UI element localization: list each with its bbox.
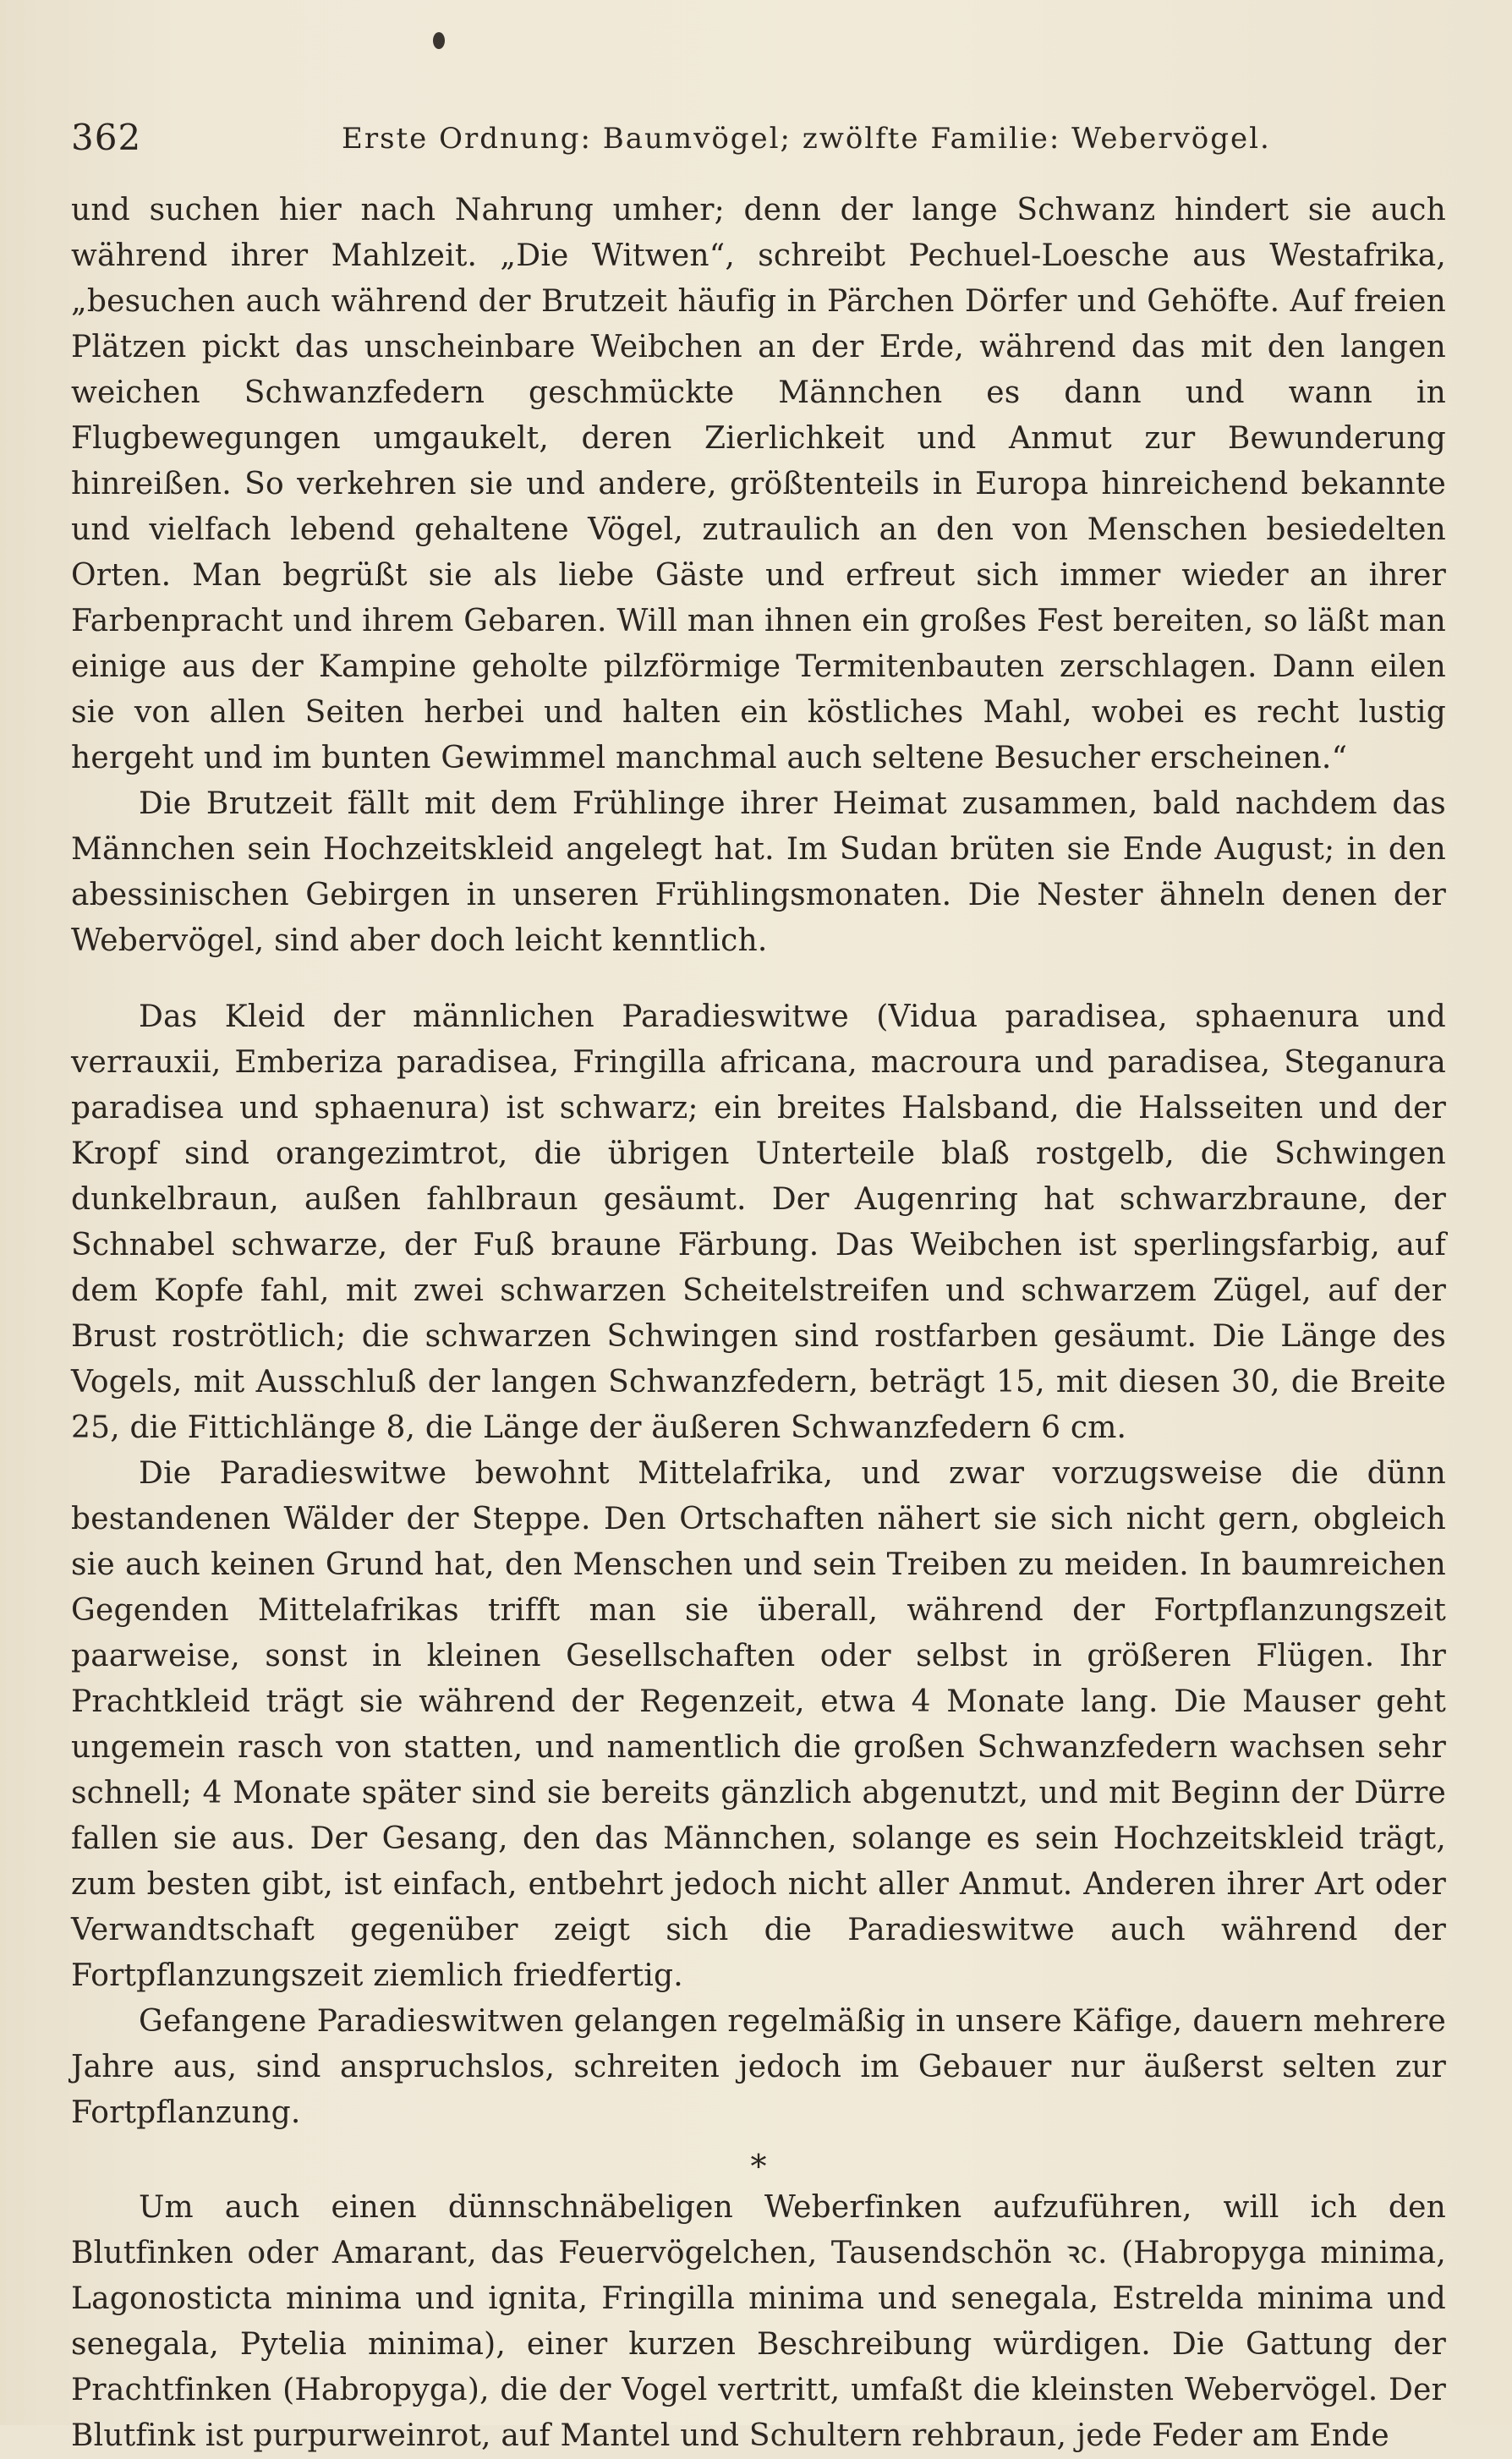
paragraph-captivity: Gefangene Paradieswitwen gelangen regelmäßig in unsere Käfige, dauern mehrere Jahre aus, sind anspruchslos, schreiten jedoch im Gebauer nur äußerst selten zur Fortpflanzung. (71, 2004, 1446, 2130)
paragraph-habitat: Die Paradieswitwe bewohnt Mittelafrika, und zwar vorzugsweise die dünn bestandenen Wälder der Steppe. Den Ortschaften nähert sie sich nicht gern, obgleich sie auch keinen Grund hat, den Menschen und sein Treiben zu meiden. In baumreichen Gegenden Mittelafrikas trifft man sie überall, während der Fortpflanzungszeit paarweise, sonst in kleinen Gesellschaften oder selbst in größeren Flügen. Ihr Prachtkleid trägt sie während der Regenzeit, etwa 4 Monate lang. Die Mauser geht ungemein rasch von statten, und namentlich die großen Schwanzfedern wachsen sehr schnell; 4 Monate später sind sie bereits gänzlich abgenutzt, und mit Beginn der Dürre fallen sie aus. Der Gesang, den das Männchen, solange es sein Hochzeitskleid trägt, zum besten gibt, ist einfach, entbehrt jedoch nicht aller Anmut. Anderen ihrer Art oder Verwandtschaft gegenüber zeigt sich die Paradieswitwe auch während der Fortpflanzungszeit ziemlich friedfertig. (71, 1456, 1446, 1993)
running-head: Erste Ordnung: Baumvögel; zwölfte Familie: Webervögel. (342, 122, 1271, 156)
page-body (71, 188, 1446, 2459)
paragraph-blutfink: Um auch einen dünnschnäbeligen Weberfinken aufzuführen, will ich den Blutfinken oder Amarant, das Feuervögelchen, Tausendschön ꝛc. (Habropyga minima, Lagonosticta minima und ignita, Fringilla minima und senegala, Estrelda minima und senegala, Pytelia minima), einer kurzen Beschreibung würdigen. Die Gattung der Prachtfinken (Habropyga), die der Vogel vertritt, umfaßt die kleinsten Webervögel. Der Blutfink ist purpurweinrot, auf Mantel und Schultern rehbraun, jede Feder am Ende (71, 2190, 1446, 2453)
paragraph-plumage: Das Kleid der männlichen Paradieswitwe (Vidua paradisea, sphaenura und verrauxii, Emberiza paradisea, Fringilla africana, macroura und paradisea, Steganura paradisea und sphaenura) ist schwarz; ein breites Halsband, die Halsseiten und der Kropf sind orangezimtrot, die übrigen Unterteile blaß rostgelb, die Schwingen dunkelbraun, außen fahlbraun gesäumt. Der Augenring hat schwarzbraune, der Schnabel schwarze, der Fuß braune Färbung. Das Weibchen ist sperlingsfarbig, auf dem Kopfe fahl, mit zwei schwarzen Scheitelstreifen und schwarzem Zügel, auf der Brust roströtlich; die schwarzen Schwingen sind rostfarben gesäumt. Die Länge des Vogels, mit Ausschluß der langen Schwanzfedern, beträgt 15, mit diesen 30, die Breite 25, die Fittichlänge 8, die Länge der äußeren Schwanzfedern 6 cm. (71, 999, 1446, 1445)
page-header (71, 117, 1441, 167)
paragraph-breeding: Die Brutzeit fällt mit dem Frühlinge ihrer Heimat zusammen, bald nachdem das Männchen sein Hochzeitskleid angelegt hat. Im Sudan brüten sie Ende August; in den abessinischen Gebirgen in unseren Frühlingsmonaten. Die Nester ähneln denen der Webervögel, sind aber doch leicht kenntlich. (71, 786, 1446, 958)
section-separator: * (750, 2148, 767, 2185)
paragraph-continuation: und suchen hier nach Nahrung umher; denn der lange Schwanz hindert sie auch während ihrer Mahlzeit. „Die Witwen“, schreibt Pechuel-Loesche aus Westafrika, „besuchen auch während der Brutzeit häufig in Pärchen Dörfer und Gehöfte. Auf freien Plätzen pickt das unscheinbare Weibchen an der Erde, während das mit den langen weichen Schwanzfedern geschmückte Männchen es dann und wann in Flugbewegungen umgaukelt, deren Zierlichkeit und Anmut zur Bewunderung hinreißen. So verkehren sie und andere, größtenteils in Europa hinreichend bekannte und vielfach lebend gehaltene Vögel, zutraulich an den von Menschen besiedelten Orten. Man begrüßt sie als liebe Gäste und erfreut sich immer wieder an ihrer Farbenpracht und ihrem Gebaren. Will man ihnen ein großes Fest bereiten, so läßt man einige aus der Kampine geholte pilzförmige Termitenbauten zerschlagen. Dann eilen sie von allen Seiten herbei und halten ein köstliches Mahl, wobei es recht lustig hergeht und im bunten Gewimmel manchmal auch seltene Besucher erscheinen.“ (71, 193, 1446, 775)
page-number: 362 (71, 117, 142, 158)
ink-spot (433, 32, 445, 49)
